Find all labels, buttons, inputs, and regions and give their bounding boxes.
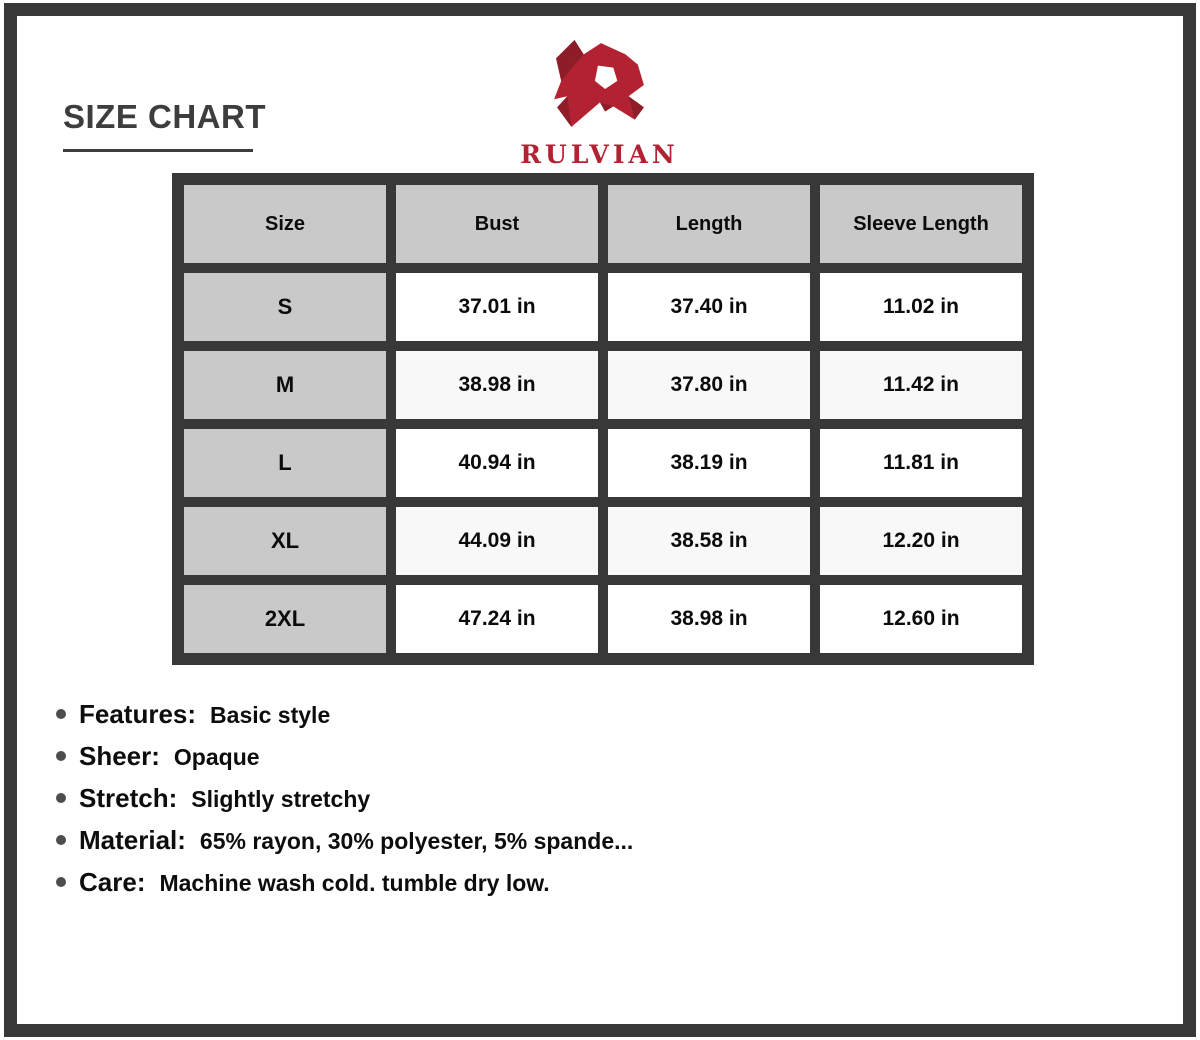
detail-label: Material: (79, 825, 186, 855)
size-label: L (184, 429, 386, 497)
column-header-sleeve-length: Sleeve Length (820, 185, 1022, 263)
detail-value: 65% rayon, 30% polyester, 5% spande... (199, 828, 634, 854)
size-label: S (184, 273, 386, 341)
table-header-row (184, 185, 1022, 263)
length-value: 38.19 in (608, 429, 810, 497)
detail-value: Machine wash cold. tumble dry low. (159, 870, 550, 896)
detail-item-care (56, 868, 633, 897)
detail-value: Basic style (210, 702, 331, 728)
detail-label: Stretch: (79, 783, 178, 813)
size-chart-table-wrap (172, 173, 1034, 665)
product-details-list (56, 700, 633, 910)
column-header-size: Size (184, 185, 386, 263)
sleeve-length-value: 12.20 in (820, 507, 1022, 575)
brand-name: RULVIAN (520, 140, 679, 169)
brand-block (452, 38, 747, 169)
bullet-icon (56, 793, 66, 803)
length-value: 37.80 in (608, 351, 810, 419)
bust-value: 37.01 in (396, 273, 598, 341)
column-header-length: Length (608, 185, 810, 263)
sleeve-length-value: 12.60 in (820, 585, 1022, 653)
title-block (63, 98, 266, 152)
page-title: SIZE CHART (63, 98, 266, 135)
size-label: XL (184, 507, 386, 575)
length-value: 38.58 in (608, 507, 810, 575)
table-row-2xl (184, 585, 1022, 653)
bullet-icon (56, 751, 66, 761)
bust-value: 44.09 in (396, 507, 598, 575)
detail-item-sheer (56, 742, 633, 771)
table-row-m (184, 351, 1022, 419)
bust-value: 38.98 in (396, 351, 598, 419)
size-chart-table (172, 173, 1034, 665)
length-value: 37.40 in (608, 273, 810, 341)
title-underline (63, 149, 253, 152)
bust-value: 40.94 in (396, 429, 598, 497)
detail-label: Care: (79, 867, 146, 897)
size-label: 2XL (184, 585, 386, 653)
bust-value: 47.24 in (396, 585, 598, 653)
length-value: 38.98 in (608, 585, 810, 653)
table-row-s (184, 273, 1022, 341)
sleeve-length-value: 11.81 in (820, 429, 1022, 497)
bullet-icon (56, 877, 66, 887)
table-row-l (184, 429, 1022, 497)
sleeve-length-value: 11.02 in (820, 273, 1022, 341)
bullet-icon (56, 835, 66, 845)
column-header-bust: Bust (396, 185, 598, 263)
detail-value: Slightly stretchy (191, 786, 371, 812)
table-row-xl (184, 507, 1022, 575)
brand-logo-r-icon (554, 38, 646, 136)
detail-label: Features: (79, 699, 197, 729)
detail-item-material (56, 826, 633, 855)
detail-label: Sheer: (79, 741, 160, 771)
detail-item-features (56, 700, 633, 729)
detail-value: Opaque (173, 744, 260, 770)
size-label: M (184, 351, 386, 419)
sleeve-length-value: 11.42 in (820, 351, 1022, 419)
detail-item-stretch (56, 784, 633, 813)
bullet-icon (56, 709, 66, 719)
